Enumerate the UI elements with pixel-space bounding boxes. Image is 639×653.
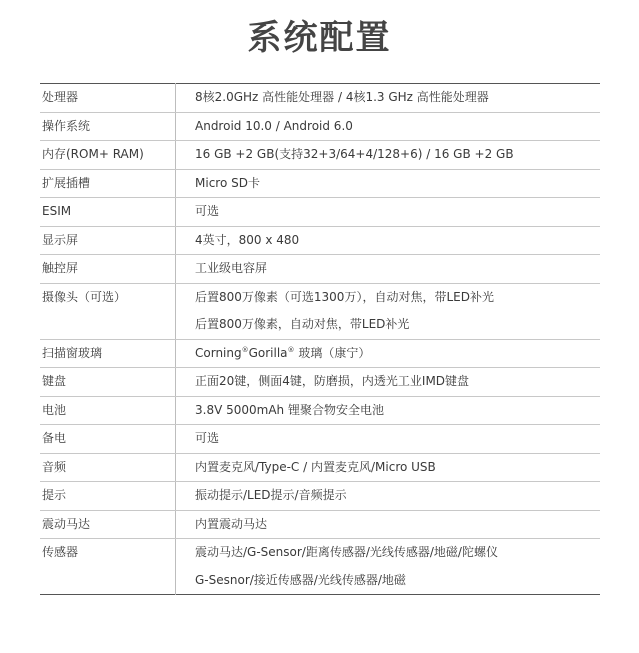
spec-label: 摄像头（可选）	[40, 283, 176, 339]
spec-value: Micro SD卡	[176, 169, 601, 198]
spec-label: 音频	[40, 453, 176, 482]
spec-value: 内置震动马达	[176, 510, 601, 539]
table-row	[40, 425, 600, 454]
glass-description: 玻璃（康宁）	[294, 345, 371, 360]
table-row	[40, 453, 600, 482]
table-row	[40, 169, 600, 198]
spec-value: 工业级电容屏	[176, 255, 601, 284]
table-row	[40, 396, 600, 425]
spec-label: 扫描窗玻璃	[40, 339, 176, 368]
table-row	[40, 482, 600, 511]
table-row	[40, 141, 600, 170]
spec-value: 内置麦克风/Type-C / 内置麦克风/Micro USB	[176, 453, 601, 482]
spec-value	[176, 339, 601, 368]
table-row	[40, 510, 600, 539]
spec-label: 扩展插槽	[40, 169, 176, 198]
spec-label: ESIM	[40, 198, 176, 227]
page-title: 系统配置	[247, 18, 392, 58]
spec-label: 键盘	[40, 368, 176, 397]
spec-value	[176, 283, 601, 339]
table-row	[40, 283, 600, 339]
brand-corning: Corning	[195, 345, 242, 360]
spec-label: 显示屏	[40, 226, 176, 255]
spec-label: 触控屏	[40, 255, 176, 284]
spec-label: 震动马达	[40, 510, 176, 539]
spec-value-line: 后置800万像素，自动对焦，带LED补光	[195, 317, 410, 331]
spec-value: 4英寸，800 x 480	[176, 226, 601, 255]
table-row	[40, 339, 600, 368]
spec-value: 振动提示/LED提示/音频提示	[176, 482, 601, 511]
registered-mark: ®	[241, 345, 249, 354]
spec-value: 正面20键，侧面4键，防磨损，内透光工业IMD键盘	[176, 368, 601, 397]
spec-value: Android 10.0 / Android 6.0	[176, 112, 601, 141]
table-row	[40, 84, 600, 113]
spec-value: 3.8V 5000mAh 锂聚合物安全电池	[176, 396, 601, 425]
spec-table	[40, 83, 600, 595]
table-row	[40, 255, 600, 284]
spec-value-line: 震动马达/G-Sensor/距离传感器/光线传感器/地磁/陀螺仪	[195, 545, 498, 559]
spec-label: 电池	[40, 396, 176, 425]
brand-gorilla: Gorilla	[248, 345, 288, 360]
registered-mark: ®	[287, 345, 295, 354]
spec-label: 操作系统	[40, 112, 176, 141]
spec-value	[176, 539, 601, 595]
spec-label: 备电	[40, 425, 176, 454]
spec-label: 提示	[40, 482, 176, 511]
table-row	[40, 368, 600, 397]
spec-value: 8核2.0GHz 高性能处理器 / 4核1.3 GHz 高性能处理器	[176, 84, 601, 113]
table-row	[40, 539, 600, 595]
spec-label: 处理器	[40, 84, 176, 113]
spec-value: 16 GB +2 GB(支持32+3/64+4/128+6) / 16 GB +2 GB	[176, 141, 601, 170]
spec-label: 内存(ROM+ RAM)	[40, 141, 176, 170]
table-row	[40, 226, 600, 255]
spec-value-line: G-Sesnor/接近传感器/光线传感器/地磁	[195, 572, 406, 587]
spec-value-line: 后置800万像素（可选1300万），自动对焦，带LED补光	[195, 289, 494, 304]
spec-value: 可选	[176, 425, 601, 454]
table-row	[40, 198, 600, 227]
spec-label: 传感器	[40, 539, 176, 595]
spec-value: 可选	[176, 198, 601, 227]
table-row	[40, 112, 600, 141]
